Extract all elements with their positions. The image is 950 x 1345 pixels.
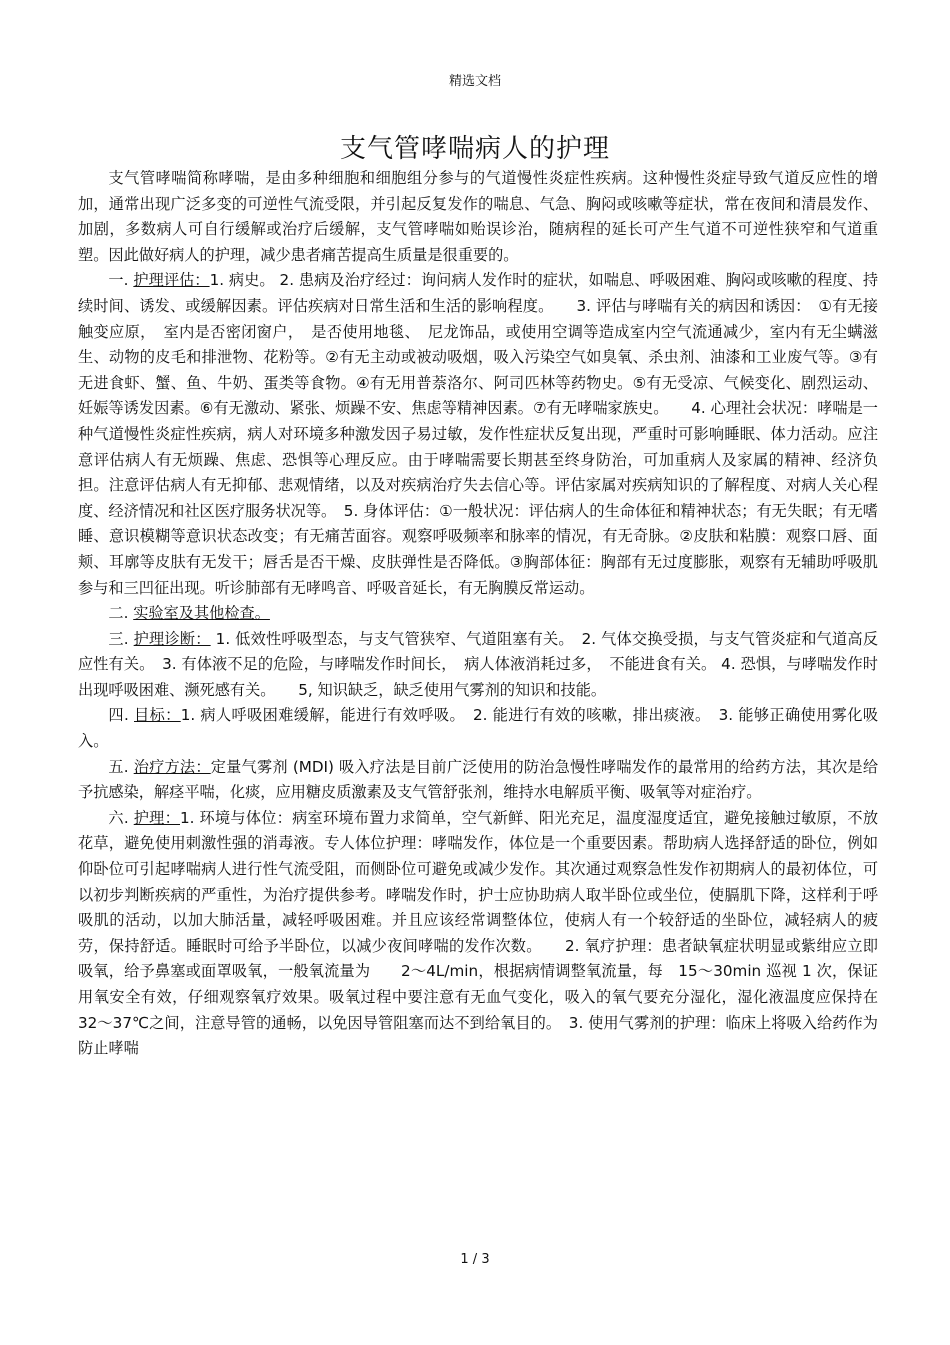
section-nursing	[78, 806, 909, 1062]
section-text: 定量气雾剂 (MDI) 吸入疗法是目前广泛使用的防治急慢性哮喘发作的最常用的给药方法，其次是给予抗感染，解痉平喘，化痰，应用糖皮质激素及支气管舒张剂，维持水电解质平衡、吸氧等对症治疗。	[78, 757, 879, 802]
section-treatment	[78, 755, 878, 806]
section-heading: 护理：	[133, 808, 180, 827]
document-title: 支气管哮喘病人的护理	[339, 134, 610, 164]
page-number: 1 / 3	[460, 1252, 490, 1267]
section-text: 1. 低效性呼吸型态，与支气管狭窄、气道阻塞有关。 2. 气体交换受损，与支气管炎症和气道高反应性有关。 3. 有体液不足的危险，与哮喘发作时间长， 病人体液消耗过多， 不能进食有关。 4. 恐惧，与哮喘发作时出现呼吸困难、濒死感有关。 5, 知识缺乏，缺乏使用气雾剂的知识和技能。	[78, 629, 879, 699]
section-number: 四.	[108, 706, 134, 725]
section-text: 1. 病史。 2. 患病及治疗经过：询问病人发作时的症状，如喘息、呼吸困难、胸闷或咳嗽的程度、持续时间、诱发、或缓解因素。评估疾病对日常生活和生活的影响程度。 3. 评估与哮喘有关的病因和诱因： ①有无接触变应原， 室内是否密闭窗户， 是否使用地毯、 尼龙饰品，或使用空调等造成室内空气流通减少，室内有无尘螨滋生、动物的皮毛和排泄物、花粉等。②有无主动或被动吸烟，吸入污染空气如臭氧、杀虫剂、油漆和工业废气等。③有无进食虾、蟹、鱼、牛奶、蛋类等食物。④有无用普萘洛尔、阿司匹林等药物史。⑤有无受凉、气候变化、剧烈运动、妊娠等诱发因素。⑥有无激动、紧张、烦躁不安、焦虑等精神因素。⑦有无哮喘家族史。 4. 心理社会状况：哮喘是一种气道慢性炎症性疾病，病人对环境多种激发因子易过敏，发作性症状反复出现，严重时可影响睡眠、体力活动。应注意评估病人有无烦躁、焦虑、恐惧等心理反应。由于哮喘需要长期甚至终身防治，可加重病人及家属的精神、经济负担。注意评估病人有无抑郁、悲观情绪，以及对疾病治疗失去信心等。评估家属对疾病知识的了解程度、对病人关心程度、经济情况和社区医疗服务状况等。 5. 身体评估：①一般状况：评估病人的生命体征和精神状态；有无失眠；有无嗜睡、意识模糊等意识状态改变；有无痛苦面容。观察呼吸频率和脉率的情况，有无奇脉。②皮肤和粘膜：观察口唇、面颊、耳廓等皮肤有无发干；唇舌是否干燥、皮肤弹性是否降低。③胸部体征：胸部有无过度膨胀，观察有无辅助呼吸肌参与和三凹征出现。听诊肺部有无哮鸣音、呼吸音延长，有无胸膜反常运动。	[78, 271, 879, 597]
section-heading: 护理评估：	[133, 271, 210, 290]
intro-paragraph: 支气管哮喘简称哮喘，是由多种细胞和细胞组分参与的气道慢性炎症性疾病。这种慢性炎症导致气道反应性的增加，通常出现广泛多变的可逆性气流受限，并引起反复发作的喘息、气急、胸闷或咳嗽等症状，常在夜间和清晨发作、加剧，多数病人可自行缓解或治疗后缓解，支气管哮喘如贻误诊治，随病程的延长可产生气道不可逆性狭窄和气道重塑。因此做好病人的护理，减少患者痛苦提高生质量是很重要的。	[78, 169, 878, 264]
section-heading: 实验室及其他检查。	[133, 604, 270, 623]
document-body	[78, 166, 909, 1062]
section-lab-tests	[78, 601, 878, 627]
section-heading: 目标：	[134, 706, 181, 725]
section-number: 五.	[108, 757, 134, 776]
section-heading: 治疗方法：	[133, 757, 211, 776]
section-heading: 护理诊断：	[133, 629, 211, 648]
page-header: 精选文档	[448, 74, 501, 89]
section-goals	[78, 703, 878, 754]
section-number: 六.	[108, 808, 134, 827]
section-number: 一.	[108, 271, 134, 290]
section-text: 1. 环境与体位：病室环境布置力求简单，空气新鲜、阳光充足，温度湿度适宜，避免接触过敏原，不放花草，避免使用刺激性强的消毒液。专人体位护理：哮喘发作，体位是一个重要因素。帮助病人选择舒适的卧位，例如仰卧位可引起哮喘病人进行性气流受阻，而侧卧位可避免或减少发作。其次通过观察急性发作初期病人的最初体位，可以初步判断疾病的严重性，为治疗提供参考。哮喘发作时，护士应协助病人取半卧位或坐位，使膈肌下降，这样利于呼吸肌的活动，以加大肺活量，减轻呼吸困难。并且应该经常调整体位，使病人有一个较舒适的坐卧位，减轻病人的疲劳，保持舒适。睡眠时可给予半卧位，以减少夜间哮喘的发作次数。 2. 氧疗护理：患者缺氧症状明显或紫绀应立即吸氧，给予鼻塞或面罩吸氧，一般氧流量为 2～4L/min，根据病情调整氧流量，每 15～30min 巡视 1 次，保证用氧安全有效，仔细观察氧疗效果。吸氧过程中要注意有无血气变化，吸入的氧气要充分湿化，湿化液温度应保持在 32～37℃之间，注意导管的通畅，以免因导管阻塞而达不到给氧目的。 3. 使用气雾剂的护理：临床上将吸入给药作为防止哮喘	[78, 808, 909, 1058]
section-number: 三.	[108, 629, 134, 648]
section-text: 1. 病人呼吸困难缓解，能进行有效呼吸。 2. 能进行有效的咳嗽，排出痰液。 3. 能够正确使用雾化吸入。	[78, 706, 879, 751]
section-diagnosis	[78, 627, 878, 704]
section-number: 二.	[108, 604, 134, 623]
section-assessment	[78, 268, 878, 601]
